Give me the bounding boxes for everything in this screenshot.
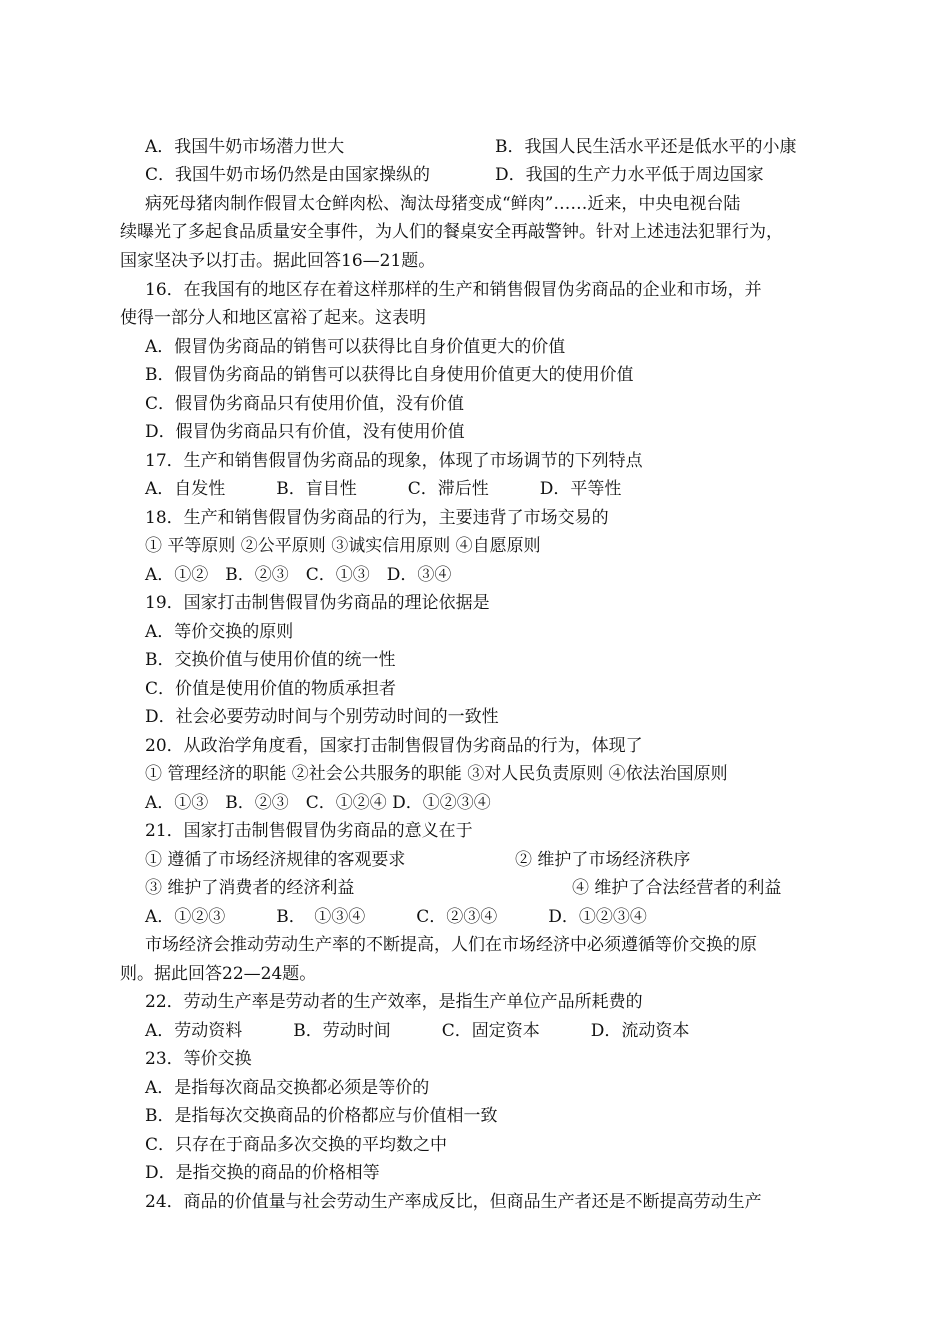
question-17: 17．生产和销售假冒伪劣商品的现象，体现了市场调节的下列特点 bbox=[145, 451, 643, 471]
q19-option-c: C．价值是使用价值的物质承担者 bbox=[145, 679, 397, 699]
passage-line: 则。据此回答22—24题。 bbox=[120, 964, 317, 984]
question-16-cont: 使得一部分人和地区富裕了起来。这表明 bbox=[120, 308, 426, 328]
q23-option-d: D．是指交换的商品的价格相等 bbox=[145, 1163, 380, 1183]
q18-statements: ① 平等原则 ②公平原则 ③诚实信用原则 ④自愿原则 bbox=[145, 536, 541, 556]
q16-option-d: D．假冒伪劣商品只有价值，没有使用价值 bbox=[145, 422, 465, 442]
q21-options: A．①②③ B． ①③④ C．②③④ D．①②③④ bbox=[145, 907, 647, 927]
question-23: 23．等价交换 bbox=[145, 1049, 252, 1069]
q22-options: A．劳动资料 B．劳动时间 C．固定资本 D．流动资本 bbox=[145, 1021, 690, 1041]
q21-statement-3: ③ 维护了消费者的经济利益 bbox=[145, 878, 355, 898]
question-16: 16．在我国有的地区存在着这样那样的生产和销售假冒伪劣商品的企业和市场，并 bbox=[145, 280, 762, 300]
q16-option-c: C．假冒伪劣商品只有使用价值，没有价值 bbox=[145, 394, 465, 414]
q15-option-a: A．我国牛奶市场潜力世大 bbox=[145, 137, 345, 157]
question-24: 24．商品的价值量与社会劳动生产率成反比，但商品生产者还是不断提高劳动生产 bbox=[145, 1192, 762, 1212]
q23-option-b: B．是指每次交换商品的价格都应与价值相一致 bbox=[145, 1106, 498, 1126]
question-20: 20．从政治学角度看，国家打击制售假冒伪劣商品的行为，体现了 bbox=[145, 736, 643, 756]
q16-option-b: B．假冒伪劣商品的销售可以获得比自身使用价值更大的使用价值 bbox=[145, 365, 634, 385]
q16-option-a: A．假冒伪劣商品的销售可以获得比自身价值更大的价值 bbox=[145, 337, 566, 357]
q21-statement-1: ① 遵循了市场经济规律的客观要求 bbox=[145, 850, 406, 870]
passage-line: 病死母猪肉制作假冒太仓鲜肉松、淘汰母猪变成“鲜肉”……近来，中央电视台陆 bbox=[145, 194, 741, 214]
q19-option-b: B．交换价值与使用价值的统一性 bbox=[145, 650, 396, 670]
question-19: 19．国家打击制售假冒伪劣商品的理论依据是 bbox=[145, 593, 490, 613]
q18-options: A．①② B．②③ C．①③ D．③④ bbox=[145, 565, 452, 585]
q15-option-b: B．我国人民生活水平还是低水平的小康 bbox=[495, 137, 797, 157]
question-18: 18．生产和销售假冒伪劣商品的行为，主要违背了市场交易的 bbox=[145, 508, 609, 528]
passage-line: 市场经济会推动劳动生产率的不断提高，人们在市场经济中必须遵循等价交换的原 bbox=[145, 935, 757, 955]
q20-options: A．①③ B．②③ C．①②④ D．①②③④ bbox=[145, 793, 491, 813]
q19-option-a: A．等价交换的原则 bbox=[145, 622, 294, 642]
q20-statements: ① 管理经济的职能 ②社会公共服务的职能 ③对人民负责原则 ④依法治国原则 bbox=[145, 764, 728, 784]
question-21: 21．国家打击制售假冒伪劣商品的意义在于 bbox=[145, 821, 473, 841]
passage-line: 续曝光了多起食品质量安全事件，为人们的餐桌安全再敲警钟。针对上述违法犯罪行为， bbox=[120, 222, 783, 242]
q17-options: A．自发性 B．盲目性 C．滞后性 D．平等性 bbox=[145, 479, 622, 499]
passage-line: 国家坚决予以打击。据此回答16—21题。 bbox=[120, 251, 436, 271]
q15-option-d: D．我国的生产力水平低于周边国家 bbox=[495, 165, 764, 185]
q21-statement-4: ④ 维护了合法经营者的利益 bbox=[572, 878, 782, 898]
q15-option-c: C．我国牛奶市场仍然是由国家操纵的 bbox=[145, 165, 431, 185]
question-22: 22．劳动生产率是劳动者的生产效率，是指生产单位产品所耗费的 bbox=[145, 992, 643, 1012]
q19-option-d: D．社会必要劳动时间与个别劳动时间的一致性 bbox=[145, 707, 499, 727]
q23-option-c: C．只存在于商品多次交换的平均数之中 bbox=[145, 1135, 448, 1155]
q23-option-a: A．是指每次商品交换都必须是等价的 bbox=[145, 1078, 430, 1098]
q21-statement-2: ② 维护了市场经济秩序 bbox=[515, 850, 691, 870]
